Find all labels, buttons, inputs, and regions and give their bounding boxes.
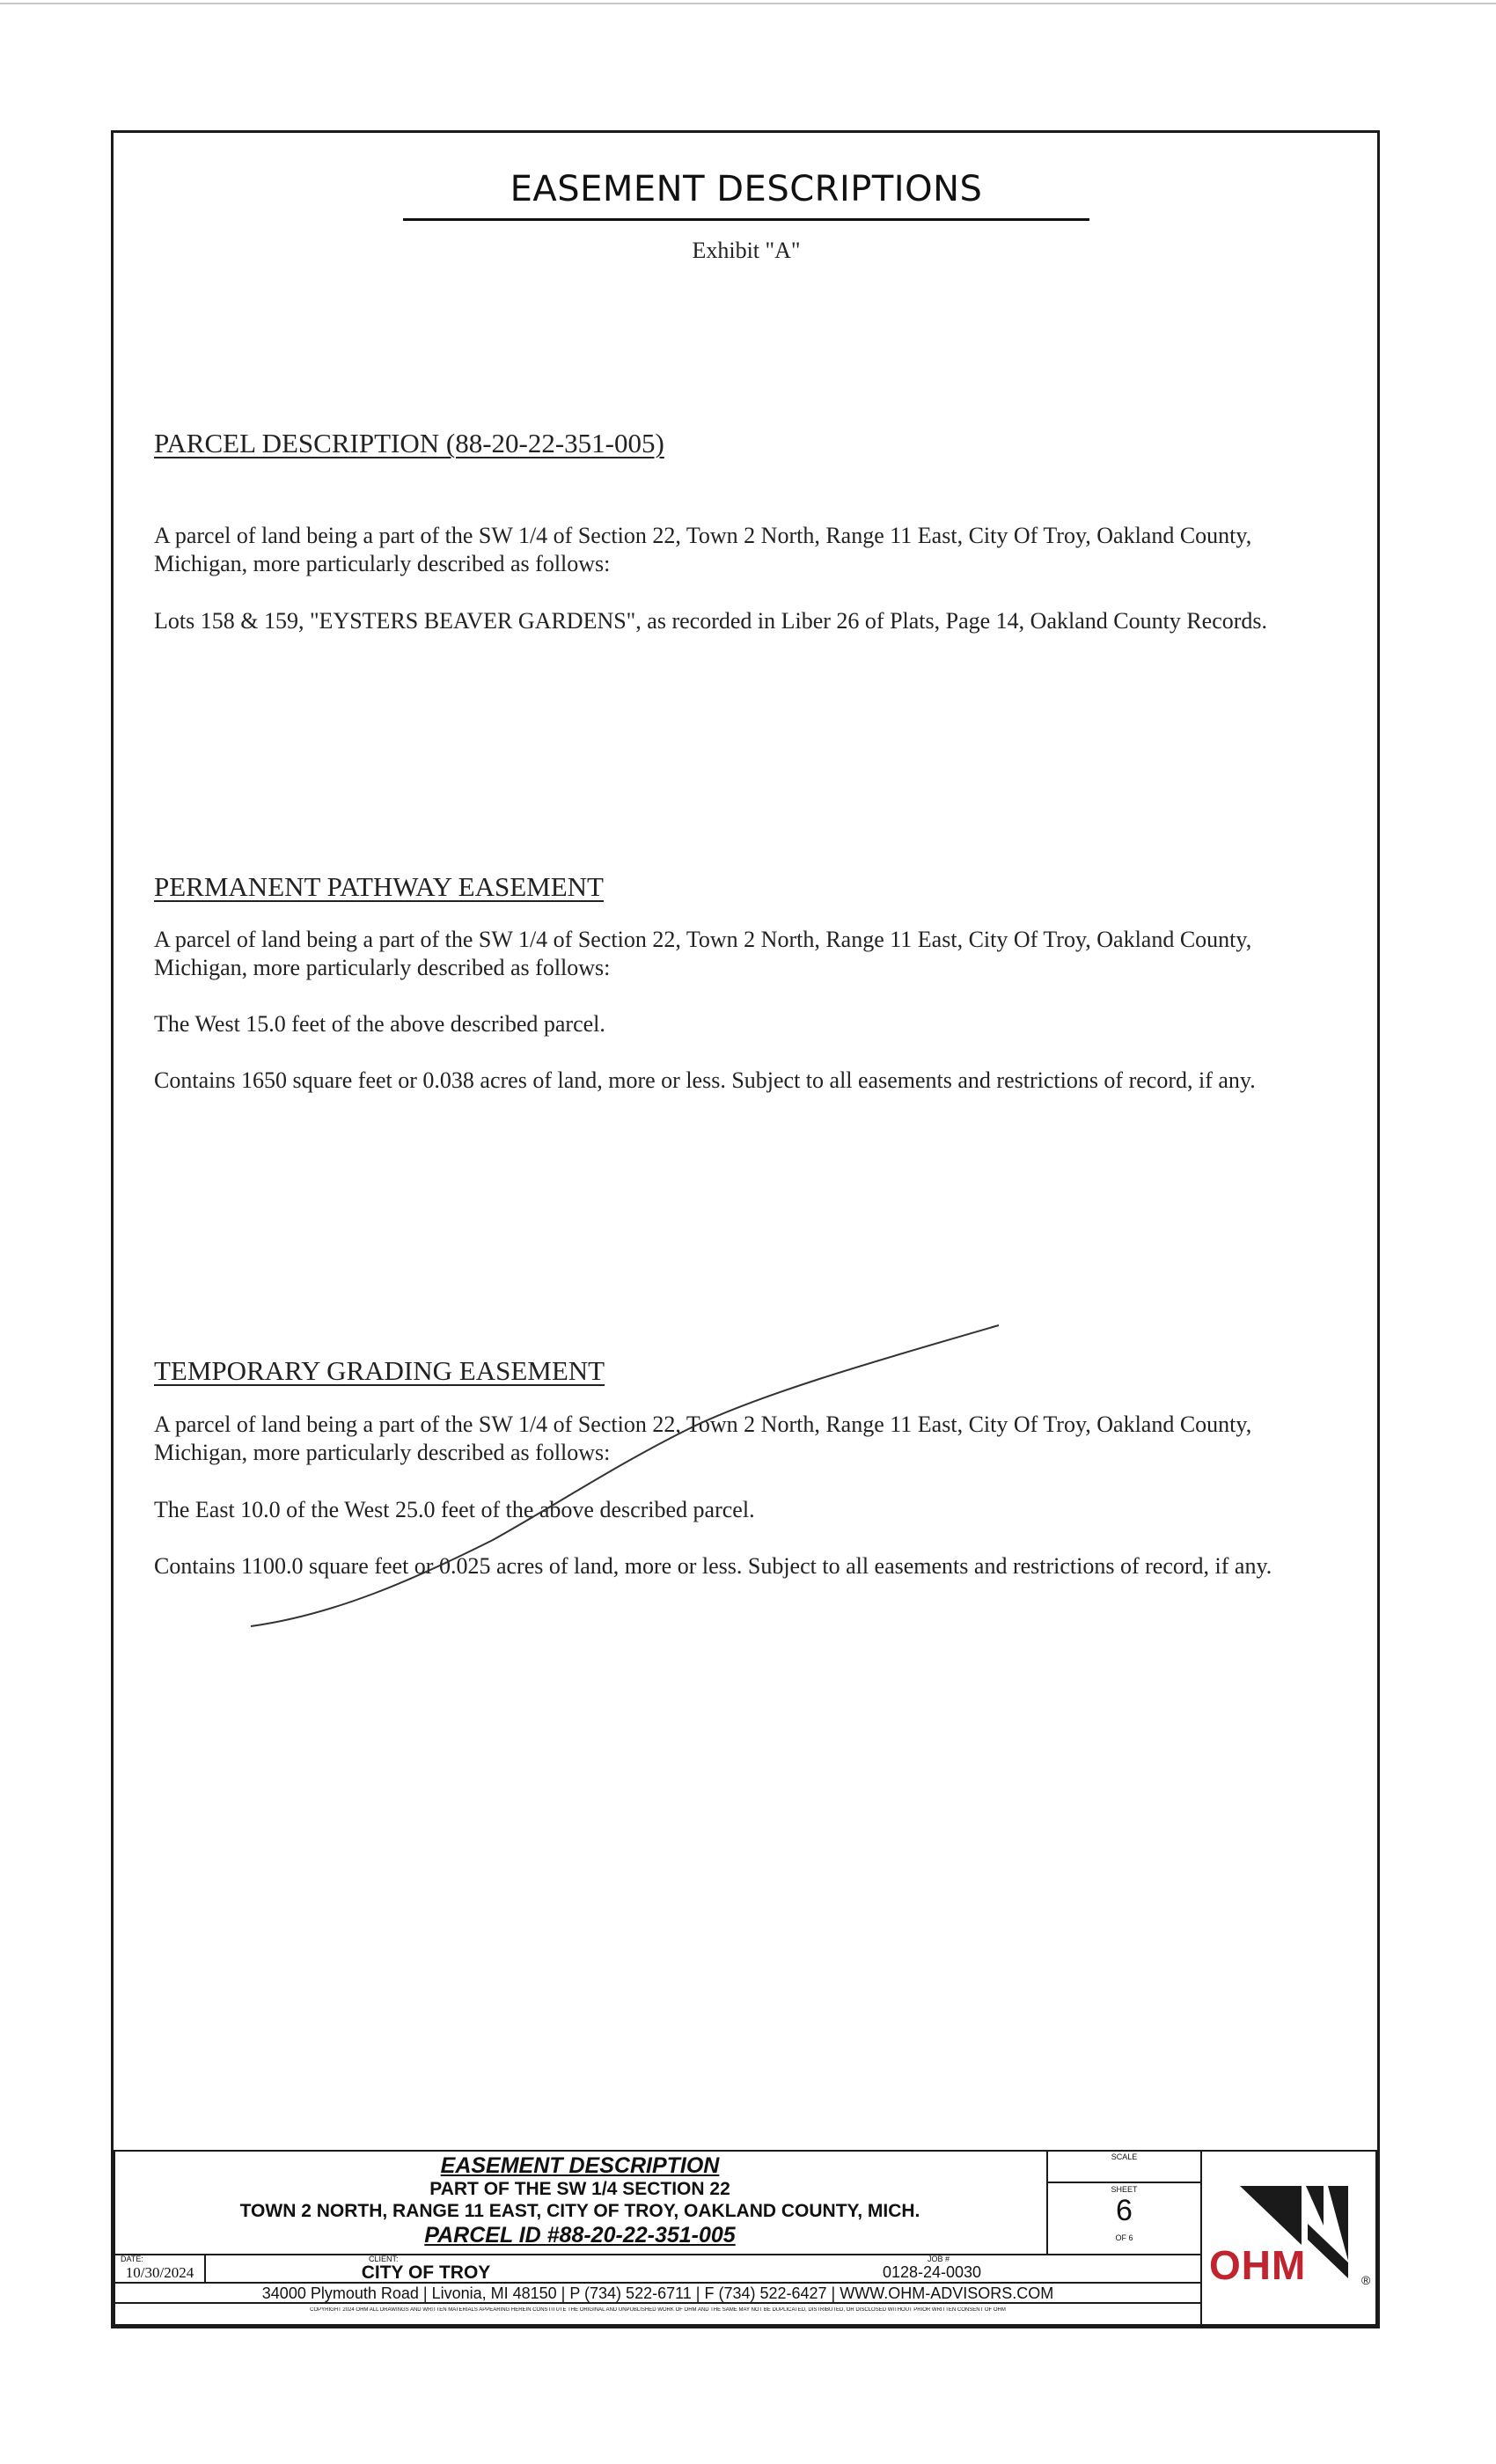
- tb-heading: EASEMENT DESCRIPTION: [440, 2153, 720, 2178]
- tb-address: 34000 Plymouth Road | Livonia, MI 48150 | P (734) 522-6711 | F (734) 522-6427 | WWW.OHM-ADVISORS.COM: [261, 2284, 1054, 2302]
- title-block: [114, 2150, 1377, 2326]
- pathway-paragraph-3: Contains 1650 square feet or 0.038 acres of land, more or less. Subject to all easements and restrictions of record, if any.: [154, 1067, 1256, 1093]
- parcel-paragraph-2: Lots 158 & 159, "EYSTERS BEAVER GARDENS", as recorded in Liber 26 of Plats, Page 14, Oakland County Records.: [154, 608, 1268, 634]
- grading-paragraph-2: The East 10.0 of the West 25.0 feet of the above described parcel.: [154, 1497, 755, 1522]
- tb-line-2: TOWN 2 NORTH, RANGE 11 EAST, CITY OF TROY, OAKLAND COUNTY, MICH.: [239, 2201, 920, 2221]
- parcel-paragraph-1: A parcel of land being a part of the SW 1/4 of Section 22, Town 2 North, Range 11 East, City Of Troy, Oakland County, Michigan, more particularly described as follows:: [154, 523, 1252, 576]
- tb-job-number: 0128-24-0030: [882, 2263, 982, 2281]
- tb-sheet-of: OF 6: [1115, 2233, 1133, 2242]
- pathway-paragraph-2: The West 15.0 feet of the above described parcel.: [154, 1011, 605, 1037]
- tb-line-1: PART OF THE SW 1/4 SECTION 22: [429, 2179, 730, 2199]
- grading-paragraph-3: Contains 1100.0 square feet or 0.025 acres of land, more or less. Subject to all easements and restrictions of record, if any.: [154, 1553, 1272, 1579]
- tb-job-label: JOB #: [928, 2255, 950, 2263]
- section-heading-grading: TEMPORARY GRADING EASEMENT: [154, 1355, 605, 1386]
- tb-scale-label: SCALE: [1111, 2152, 1138, 2161]
- grading-paragraph-1: A parcel of land being a part of the SW 1/4 of Section 22, Town 2 North, Range 11 East, City Of Troy, Oakland County, Michigan, more particularly described as follows:: [154, 1412, 1252, 1465]
- registered-mark: ®: [1361, 2273, 1371, 2287]
- tb-sheet-number: 6: [1116, 2194, 1133, 2227]
- tb-copyright: COPYRIGHT 2024 OHM ALL DRAWINGS AND WRITTEN MATERIALS APPEARING HEREIN CONSTITUTE THE ORIGINAL AND UNPUBLISHED WORK OF OHM AND THE SAME MAY NOT BE DUPLICATED, DISTRIBUTED, OR DISCLOSED WITHOUT PRIOR WRITTEN CONSENT OF OHM: [310, 2307, 1006, 2313]
- tb-parcel-id: PARCEL ID #88-20-22-351-005: [424, 2223, 736, 2248]
- tb-sheet-label: SHEET: [1111, 2185, 1138, 2194]
- exhibit-label: Exhibit "A": [692, 238, 801, 263]
- pathway-paragraph-1: A parcel of land being a part of the SW 1/4 of Section 22, Town 2 North, Range 11 East, City Of Troy, Oakland County, Michigan, more particularly described as follows:: [154, 927, 1252, 980]
- section-heading-pathway: PERMANENT PATHWAY EASEMENT: [154, 871, 604, 902]
- section-heading-parcel: PARCEL DESCRIPTION (88-20-22-351-005): [154, 428, 664, 458]
- document-title: EASEMENT DESCRIPTIONS: [510, 169, 983, 209]
- tb-date-label: DATE:: [121, 2255, 143, 2263]
- ohm-logo-text: OHM: [1209, 2242, 1307, 2288]
- tb-date: 10/30/2024: [125, 2264, 194, 2281]
- tb-client-label: CLIENT:: [369, 2255, 399, 2263]
- tb-client: CITY OF TROY: [361, 2262, 491, 2283]
